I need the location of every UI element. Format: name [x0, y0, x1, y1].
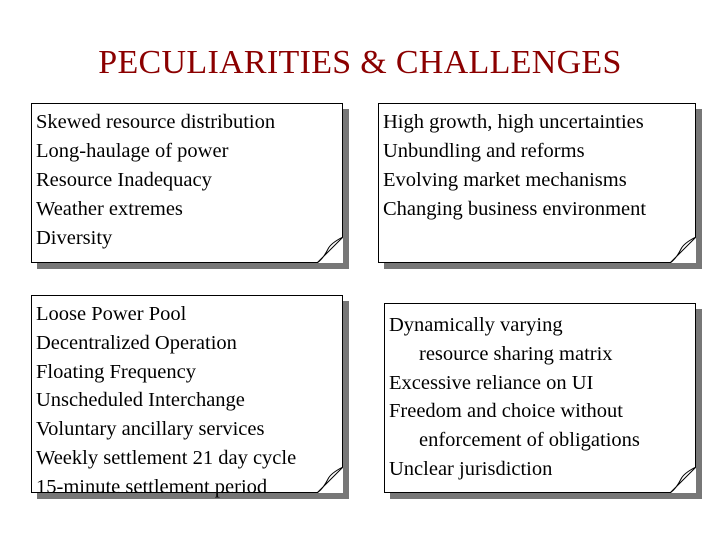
note-line: Skewed resource distribution — [36, 111, 276, 133]
note-line: enforcement of obligations — [419, 429, 640, 452]
note-card-market — [384, 303, 696, 493]
page-curl-icon — [670, 237, 696, 263]
page-curl-icon — [317, 467, 343, 493]
note-line: Unscheduled Interchange — [36, 389, 245, 412]
slide-title: PECULIARITIES & CHALLENGES — [98, 44, 622, 81]
note-line: Decentralized Operation — [36, 331, 237, 354]
note-line: Changing business environment — [383, 198, 647, 220]
note-card-operation — [31, 295, 343, 498]
note-line: Resource Inadequacy — [36, 169, 212, 191]
note-line: 15-minute settlement period — [36, 475, 268, 498]
page-curl-icon — [317, 237, 343, 263]
note-line: Diversity — [36, 227, 113, 249]
note-line: Freedom and choice without — [389, 400, 623, 423]
note-line: High growth, high uncertainties — [383, 111, 644, 133]
note-line: Dynamically varying — [389, 314, 563, 336]
note-line: Weather extremes — [36, 198, 183, 220]
note-line: Unclear jurisdiction — [389, 457, 553, 480]
note-line: Excessive reliance on UI — [389, 371, 594, 394]
page-curl-icon — [670, 467, 696, 493]
note-line: Voluntary ancillary services — [36, 418, 265, 441]
note-line: Loose Power Pool — [36, 303, 187, 325]
note-line: resource sharing matrix — [419, 342, 613, 365]
note-line: Unbundling and reforms — [383, 140, 585, 162]
note-line: Floating Frequency — [36, 360, 196, 383]
note-line: Evolving market mechanisms — [383, 169, 627, 191]
note-card-resources — [31, 103, 343, 263]
note-line: Weekly settlement 21 day cycle — [36, 446, 297, 469]
note-line: Long-haulage of power — [36, 140, 229, 162]
note-card-growth — [378, 103, 696, 263]
